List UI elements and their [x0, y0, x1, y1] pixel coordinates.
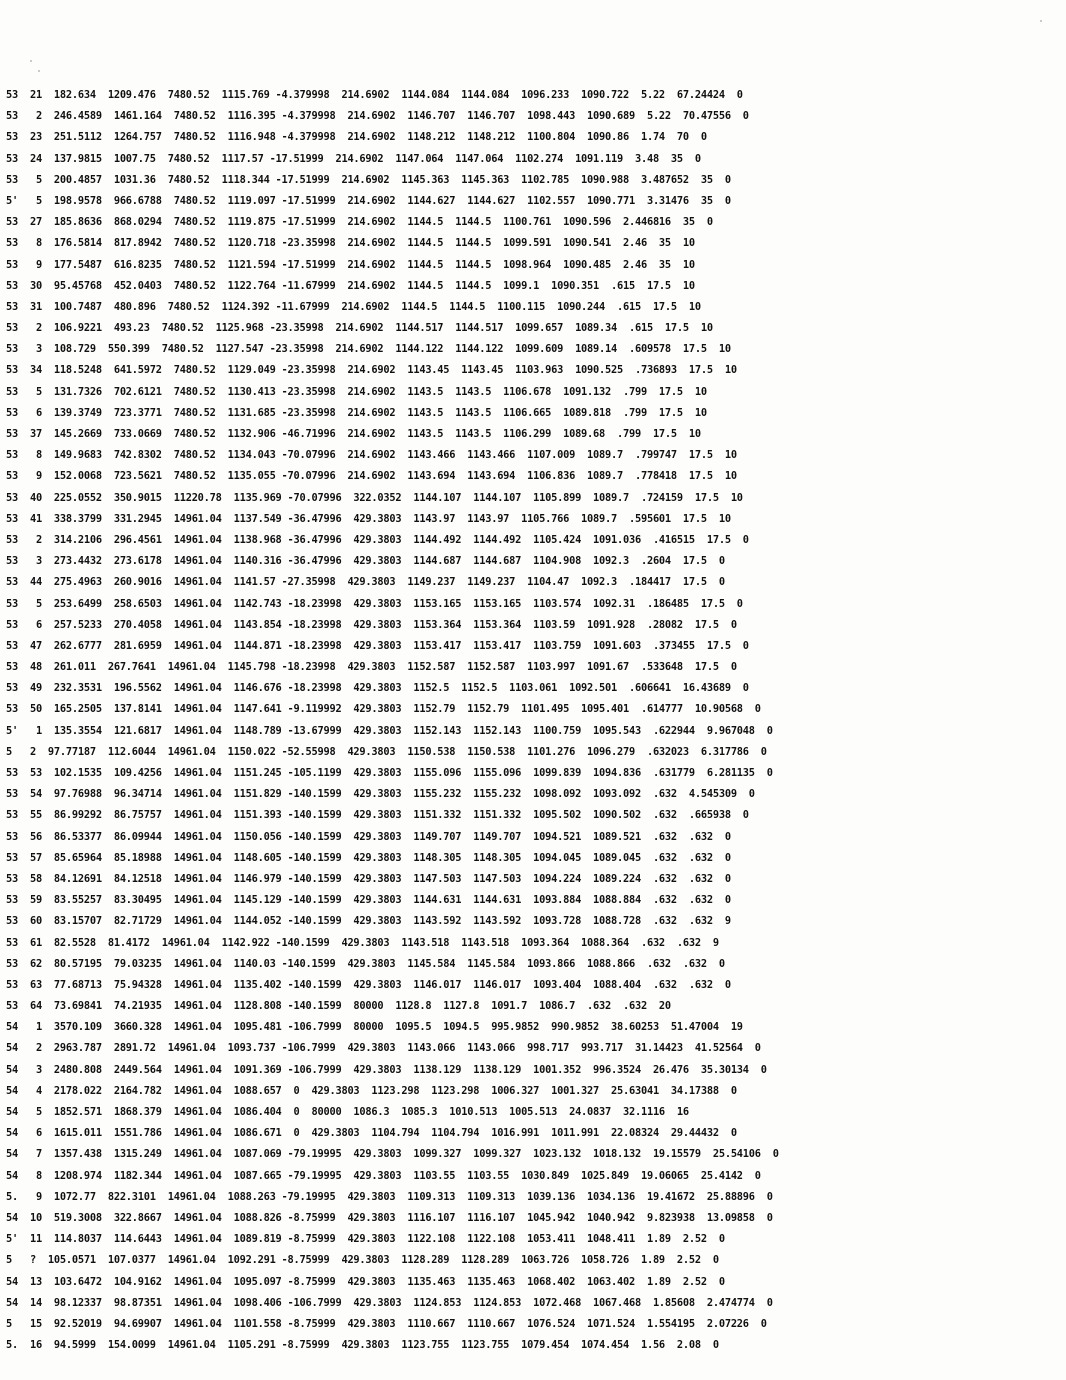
- data-row: 54 10 519.3008 322.8667 14961.04 1088.826 -8.75999 429.3803 1116.107 1116.107 1045.942 1040.942 9.823938 13.09858 0: [6, 1210, 773, 1224]
- data-row: 53 55 86.99292 86.75757 14961.04 1151.393 -140.1599 429.3803 1151.332 1151.332 1095.502 1090.502 .632 .665938 0: [6, 808, 749, 822]
- data-row: 53 47 262.6777 281.6959 14961.04 1144.871 -18.23998 429.3803 1153.417 1153.417 1103.759 1091.603 .373455 17.5 0: [6, 638, 749, 652]
- data-row: 53 56 86.53377 86.09944 14961.04 1150.056 -140.1599 429.3803 1149.707 1149.707 1094.521 1089.521 .632 .632 0: [6, 829, 731, 843]
- data-row: 54 8 1208.974 1182.344 14961.04 1087.665 -79.19995 429.3803 1103.55 1103.55 1030.849 1025.849 19.06065 25.4142 0: [6, 1168, 761, 1182]
- data-row: 5' 11 114.8037 114.6443 14961.04 1089.819 -8.75999 429.3803 1122.108 1122.108 1053.411 1048.411 1.89 2.52 0: [6, 1232, 725, 1246]
- data-row: 5 15 92.52019 94.69907 14961.04 1101.558 -8.75999 429.3803 1110.667 1110.667 1076.524 1071.524 1.554195 2.07226 0: [6, 1316, 767, 1330]
- data-row: 54 6 1615.011 1551.786 14961.04 1086.671 0 429.3803 1104.794 1104.794 1016.991 1011.991 22.08324 29.44432 0: [6, 1126, 737, 1140]
- data-row: 53 6 139.3749 723.3771 7480.52 1131.685 -23.35998 214.6902 1143.5 1143.5 1106.665 1089.818 .799 17.5 10: [6, 405, 707, 419]
- data-row: 53 59 83.55257 83.30495 14961.04 1145.129 -140.1599 429.3803 1144.631 1144.631 1093.884 1088.884 .632 .632 0: [6, 893, 731, 907]
- data-row: 53 5 131.7326 702.6121 7480.52 1130.413 -23.35998 214.6902 1143.5 1143.5 1106.678 1091.132 .799 17.5 10: [6, 384, 707, 398]
- data-row: 5' 1 135.3554 121.6817 14961.04 1148.789 -13.67999 429.3803 1152.143 1152.143 1100.759 1095.543 .622944 9.967048 0: [6, 723, 773, 737]
- data-row: 53 9 152.0068 723.5621 7480.52 1135.055 -70.07996 214.6902 1143.694 1143.694 1106.836 1089.7 .778418 17.5 10: [6, 469, 737, 483]
- scan-speck: [38, 70, 40, 72]
- data-row: 53 60 83.15707 82.71729 14961.04 1144.052 -140.1599 429.3803 1143.592 1143.592 1093.728 1088.728 .632 .632 9: [6, 914, 731, 928]
- data-row: 53 3 108.729 550.399 7480.52 1127.547 -23.35998 214.6902 1144.122 1144.122 1099.609 1089.14 .609578 17.5 10: [6, 342, 731, 356]
- data-row: 53 5 253.6499 258.6503 14961.04 1142.743 -18.23998 429.3803 1153.165 1153.165 1103.574 1092.31 .186485 17.5 0: [6, 596, 743, 610]
- data-row: 53 31 100.7487 480.896 7480.52 1124.392 -11.67999 214.6902 1144.5 1144.5 1100.115 1090.244 .615 17.5 10: [6, 299, 701, 313]
- data-row: 53 30 95.45768 452.0403 7480.52 1122.764 -11.67999 214.6902 1144.5 1144.5 1099.1 1090.351 .615 17.5 10: [6, 278, 695, 292]
- data-row: 53 58 84.12691 84.12518 14961.04 1146.979 -140.1599 429.3803 1147.503 1147.503 1094.224 1089.224 .632 .632 0: [6, 871, 731, 885]
- data-row: 54 4 2178.022 2164.782 14961.04 1088.657 0 429.3803 1123.298 1123.298 1006.327 1001.327 25.63041 34.17388 0: [6, 1083, 737, 1097]
- data-row: 53 8 149.9683 742.8302 7480.52 1134.043 -70.07996 214.6902 1143.466 1143.466 1107.009 1089.7 .799747 17.5 10: [6, 448, 737, 462]
- data-row: 53 23 251.5112 1264.757 7480.52 1116.948 -4.379998 214.6902 1148.212 1148.212 1100.804 1090.86 1.74 70 0: [6, 130, 707, 144]
- data-row: 53 5 200.4857 1031.36 7480.52 1118.344 -17.51999 214.6902 1145.363 1145.363 1102.785 1090.988 3.487652 35 0: [6, 172, 731, 186]
- data-row: 53 9 177.5487 616.8235 7480.52 1121.594 -17.51999 214.6902 1144.5 1144.5 1098.964 1090.485 2.46 35 10: [6, 257, 695, 271]
- data-row: 53 6 257.5233 270.4058 14961.04 1143.854 -18.23998 429.3803 1153.364 1153.364 1103.59 1091.928 .28082 17.5 0: [6, 617, 737, 631]
- data-row: 53 21 182.634 1209.476 7480.52 1115.769 -4.379998 214.6902 1144.084 1144.084 1096.233 1090.722 5.22 67.24424 0: [6, 88, 743, 101]
- data-row: 53 34 118.5248 641.5972 7480.52 1129.049 -23.35998 214.6902 1143.45 1143.45 1103.963 1090.525 .736893 17.5 10: [6, 363, 737, 377]
- data-row: 53 49 232.3531 196.5562 14961.04 1146.676 -18.23998 429.3803 1152.5 1152.5 1103.061 1092.501 .606641 16.43689 0: [6, 681, 749, 695]
- data-row: 53 64 73.69841 74.21935 14961.04 1128.808 -140.1599 80000 1128.8 1127.8 1091.7 1086.7 .632 .632 20: [6, 999, 671, 1013]
- scan-speck: [30, 60, 32, 62]
- numeric-data-table: [6, 84, 1056, 1355]
- data-row: 53 57 85.65964 85.18988 14961.04 1148.605 -140.1599 429.3803 1148.305 1148.305 1094.045 1089.045 .632 .632 0: [6, 850, 731, 864]
- data-row: 5 ? 105.0571 107.0377 14961.04 1092.291 -8.75999 429.3803 1128.289 1128.289 1063.726 1058.726 1.89 2.52 0: [6, 1253, 719, 1267]
- data-row: 53 50 165.2505 137.8141 14961.04 1147.641 -9.119992 429.3803 1152.79 1152.79 1101.495 1095.401 .614777 10.90568 0: [6, 702, 761, 716]
- data-row: 53 61 82.5528 81.4172 14961.04 1142.922 -140.1599 429.3803 1143.518 1143.518 1093.364 1088.364 .632 .632 9: [6, 935, 719, 949]
- data-row: 53 53 102.1535 109.4256 14961.04 1151.245 -105.1199 429.3803 1155.096 1155.096 1099.839 1094.836 .631779 6.281135 0: [6, 766, 773, 779]
- data-row: 53 2 106.9221 493.23 7480.52 1125.968 -23.35998 214.6902 1144.517 1144.517 1099.657 1089.34 .615 17.5 10: [6, 321, 713, 335]
- data-row: 54 14 98.12337 98.87351 14961.04 1098.406 -106.7999 429.3803 1124.853 1124.853 1072.468 1067.468 1.85608 2.474774 0: [6, 1295, 773, 1309]
- data-row: 5 2 97.77187 112.6044 14961.04 1150.022 -52.55998 429.3803 1150.538 1150.538 1101.276 1096.279 .632023 6.317786 0: [6, 744, 767, 758]
- data-row: 53 40 225.0552 350.9015 11220.78 1135.969 -70.07996 322.0352 1144.107 1144.107 1105.899 1089.7 .724159 17.5 10: [6, 490, 743, 504]
- data-row: 5. 9 1072.77 822.3101 14961.04 1088.263 -79.19995 429.3803 1109.313 1109.313 1039.136 1034.136 19.41672 25.88896 0: [6, 1189, 773, 1203]
- scan-speck: [1040, 20, 1042, 22]
- data-row: 53 44 275.4963 260.9016 14961.04 1141.57 -27.35998 429.3803 1149.237 1149.237 1104.47 1092.3 .184417 17.5 0: [6, 575, 725, 589]
- data-row: 54 7 1357.438 1315.249 14961.04 1087.069 -79.19995 429.3803 1099.327 1099.327 1023.132 1018.132 19.15579 25.54106 0: [6, 1147, 779, 1161]
- data-row: 54 2 2963.787 2891.72 14961.04 1093.737 -106.7999 429.3803 1143.066 1143.066 998.717 993.717 31.14423 41.52564 0: [6, 1041, 761, 1055]
- data-row: 53 24 137.9815 1007.75 7480.52 1117.57 -17.51999 214.6902 1147.064 1147.064 1102.274 1091.119 3.48 35 0: [6, 151, 701, 165]
- data-row: 53 54 97.76988 96.34714 14961.04 1151.829 -140.1599 429.3803 1155.232 1155.232 1098.092 1093.092 .632 4.545309 0: [6, 787, 755, 801]
- data-row: 53 41 338.3799 331.2945 14961.04 1137.549 -36.47996 429.3803 1143.97 1143.97 1105.766 1089.7 .595601 17.5 10: [6, 511, 731, 525]
- data-row: 53 2 314.2106 296.4561 14961.04 1138.968 -36.47996 429.3803 1144.492 1144.492 1105.424 1091.036 .416515 17.5 0: [6, 532, 749, 546]
- data-row: 5. 16 94.5999 154.0099 14961.04 1105.291 -8.75999 429.3803 1123.755 1123.755 1079.454 1074.454 1.56 2.08 0: [6, 1338, 719, 1352]
- data-row: 54 1 3570.109 3660.328 14961.04 1095.481 -106.7999 80000 1095.5 1094.5 995.9852 990.9852 38.60253 51.47004 19: [6, 1020, 743, 1034]
- data-row: 53 62 80.57195 79.03235 14961.04 1140.03 -140.1599 429.3803 1145.584 1145.584 1093.866 1088.866 .632 .632 0: [6, 956, 725, 970]
- data-row: 5' 5 198.9578 966.6788 7480.52 1119.097 -17.51999 214.6902 1144.627 1144.627 1102.557 1090.771 3.31476 35 0: [6, 193, 731, 207]
- data-row: 54 3 2480.808 2449.564 14961.04 1091.369 -106.7999 429.3803 1138.129 1138.129 1001.352 996.3524 26.476 35.30134 0: [6, 1062, 767, 1076]
- data-row: 54 13 103.6472 104.9162 14961.04 1095.097 -8.75999 429.3803 1135.463 1135.463 1068.402 1063.402 1.89 2.52 0: [6, 1274, 725, 1288]
- data-row: 53 8 176.5814 817.8942 7480.52 1120.718 -23.35998 214.6902 1144.5 1144.5 1099.591 1090.541 2.46 35 10: [6, 236, 695, 250]
- data-row: 53 37 145.2669 733.0669 7480.52 1132.906 -46.71996 214.6902 1143.5 1143.5 1106.299 1089.68 .799 17.5 10: [6, 427, 701, 440]
- data-row: 53 63 77.68713 75.94328 14961.04 1135.402 -140.1599 429.3803 1146.017 1146.017 1093.404 1088.404 .632 .632 0: [6, 977, 731, 991]
- data-row: 54 5 1852.571 1868.379 14961.04 1086.404 0 80000 1086.3 1085.3 1010.513 1005.513 24.0837 32.1116 16: [6, 1105, 689, 1118]
- data-row: 53 2 246.4589 1461.164 7480.52 1116.395 -4.379998 214.6902 1146.707 1146.707 1098.443 1090.689 5.22 70.47556 0: [6, 109, 749, 123]
- data-row: 53 48 261.011 267.7641 14961.04 1145.798 -18.23998 429.3803 1152.587 1152.587 1103.997 1091.67 .533648 17.5 0: [6, 660, 737, 674]
- data-row: 53 27 185.8636 868.0294 7480.52 1119.875 -17.51999 214.6902 1144.5 1144.5 1100.761 1090.596 2.446816 35 0: [6, 215, 713, 229]
- data-row: 53 3 273.4432 273.6178 14961.04 1140.316 -36.47996 429.3803 1144.687 1144.687 1104.908 1092.3 .2604 17.5 0: [6, 554, 725, 568]
